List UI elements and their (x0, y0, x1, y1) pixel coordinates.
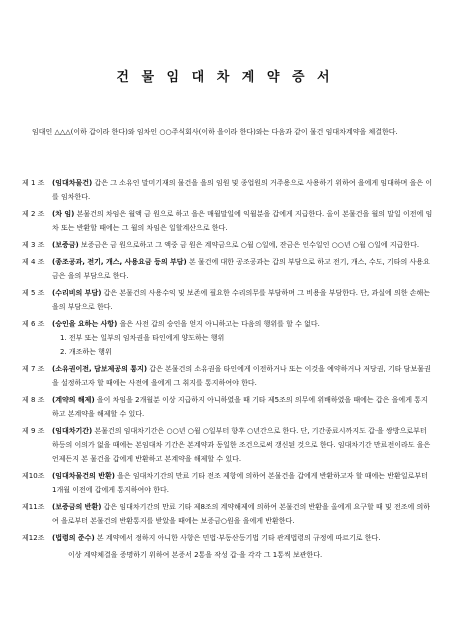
article-body (52, 176, 434, 204)
article-number: 제 4 조 (22, 258, 45, 266)
article-text: 갑은 본물건의 사용수익 및 보존에 필요한 수리의무를 부담하며 그 비용을 부담한다. 단, 과실에 의한 손해는 을의 부담으로 한다. (52, 289, 431, 311)
article-4 (22, 255, 434, 283)
article-5 (22, 286, 434, 314)
article-text: 을이 차임을 2개월분 이상 지급하지 아니하였을 때 기타 제5조의 의무에 위배하였을 때에는 갑은 을에게 통지하고 본계약을 해제할 수 있다. (52, 396, 428, 418)
article-body (52, 317, 434, 359)
article-heading: (법령의 준수) (52, 534, 95, 542)
article-9 (22, 424, 434, 466)
document-title: 건 물 임 대 차 계 약 증 서 (116, 70, 334, 85)
article-heading: (보증금) (52, 241, 79, 249)
article-heading: (승인을 요하는 사항) (52, 320, 118, 328)
article-number: 제10조 (22, 472, 45, 480)
articles-list (22, 176, 434, 562)
article-number: 제12조 (22, 534, 45, 542)
article-number: 제 6 조 (22, 320, 45, 328)
article-body (52, 531, 434, 545)
article-text: 본 물건에 대한 공조공과는 갑의 부담으로 하고 전기, 개스, 수도, 기타의 사용요금은 을의 부담으로 한다. (52, 258, 430, 280)
article-heading: (계약의 해제) (52, 396, 95, 404)
article-text: 갑은 임대차기간의 만료 기타 제8조의 계약해제에 의하여 본물건의 반환을 올에게 요구할 때 및 전조에 의하여 을로부터 본물건의 반환통지를 받았을 때에는 보증금○원을 을에게 반환한다. (52, 503, 431, 525)
article-number: 제 8 조 (22, 396, 45, 404)
article-text: 보증금은 금 원으로하고 그 액중 금 원은 계약금으로 ○월 ○일에, 잔금은 인수일인 ○○년 ○월 ○일에 지급한다. (78, 241, 420, 249)
article-7 (22, 362, 434, 390)
article-heading: (종조공과, 전기, 개스, 사용요금 등의 부담) (52, 258, 187, 266)
article-body (52, 424, 434, 466)
article-number: 제 9 조 (22, 427, 45, 435)
article-text: 갑은 본물건의 소유권을 타인에게 이전하거나 또는 이것을 예약하거나 저당권, 기타 담보물권을 설정하고자 할 때에는 사전에 을에게 그 취지를 통지하여야 한다. (52, 365, 431, 387)
article-number: 제 1 조 (22, 179, 45, 187)
article-number: 제 7 조 (22, 365, 45, 373)
article-6 (22, 317, 434, 359)
article-body (52, 362, 434, 390)
article-10 (22, 469, 434, 497)
article-body (52, 500, 434, 528)
article-11 (22, 500, 434, 528)
article-text: 본물건의 차임은 월액 금 원으로 하고 을은 매월말일에 익월분을 갑에게 지급한다. 올이 본물건을 월의 말일 이전에 임차 또는 반환할 때에는 그 월의 차임은 일할계산으로 한다. (52, 210, 433, 232)
article-heading: (차 임) (52, 210, 75, 218)
article-subitem: 2. 개조하는 행위 (60, 348, 112, 356)
article-body (52, 393, 434, 421)
article-heading: (임대차물건) (52, 179, 93, 187)
article-subitem: 1. 전부 또는 일부의 임차권을 타인에게 양도하는 행위 (60, 334, 225, 342)
article-text: 을은 사전 갑의 승인을 얻지 아니하고는 다음의 행위를 할 수 없다. (117, 320, 320, 328)
article-body (52, 207, 434, 235)
article-number: 제 3 조 (22, 241, 45, 249)
article-body (52, 255, 434, 283)
article-body (52, 469, 434, 497)
closing-statement: 이상 계약체결을 증명하기 위하여 본증서 2통을 작성 갑·을 각각 그 1통씩 보관한다. (68, 551, 323, 559)
article-body (52, 286, 434, 314)
article-number: 제11조 (22, 503, 45, 511)
article-text: 본 계약에서 정하지 아니한 사항은 민법·부동산등기법 기타 관계법령의 규정에 따르기로 한다. (94, 534, 381, 542)
article-text: 갑은 그 소유인 말미기재의 물건을 을의 임원 및 종업원의 거주용으로 사용하기 위하여 을에게 임대하며 을은 이를 임차한다. (52, 179, 433, 201)
article-3 (22, 238, 434, 252)
article-heading: (수리비의 부담) (52, 289, 102, 297)
article-heading: (임대차물건의 반환) (52, 472, 115, 480)
article-1 (22, 176, 434, 204)
article-body (52, 238, 434, 252)
article-2 (22, 207, 434, 235)
article-heading: (보증금의 반환) (52, 503, 102, 511)
article-text: 본물건의 임대차기간은 ○○년 ○월 ○일부터 향후 ○년간으로 한다. 단, 기간종료시까지도 갑·을 쌍방으로부터 하등의 이의가 없을 때에는 본임대차 기간은 본계약과 동일한 조건으로써 갱신된 것으로 한다. 임대차기간 만료전이라도 을은 언제든지 본 물건을 갑에게 반환하고 본계약을 해제할 수 있다. (52, 427, 431, 463)
article-8 (22, 393, 434, 421)
intro-paragraph: 임대인 △△△(이하 갑이라 한다)와 임차인 ○○주식회사(이하 을이라 한다)와는 다음과 같이 물건 임대차계약을 체결한다. (32, 128, 398, 136)
article-number: 제 2 조 (22, 210, 45, 218)
article-heading: (소유권이전, 담보제공의 통지) (52, 365, 148, 373)
article-text: 을은 임대차기간의 만료 기타 전조 제항에 의하여 본물건을 갑에게 반환하고자 할 때에는 반환일로부터 1개월 이전에 갑에게 통지하여야 한다. (52, 472, 428, 494)
article-heading: (임대차기간) (52, 427, 93, 435)
article-number: 제 5 조 (22, 289, 45, 297)
article-12 (22, 531, 434, 545)
